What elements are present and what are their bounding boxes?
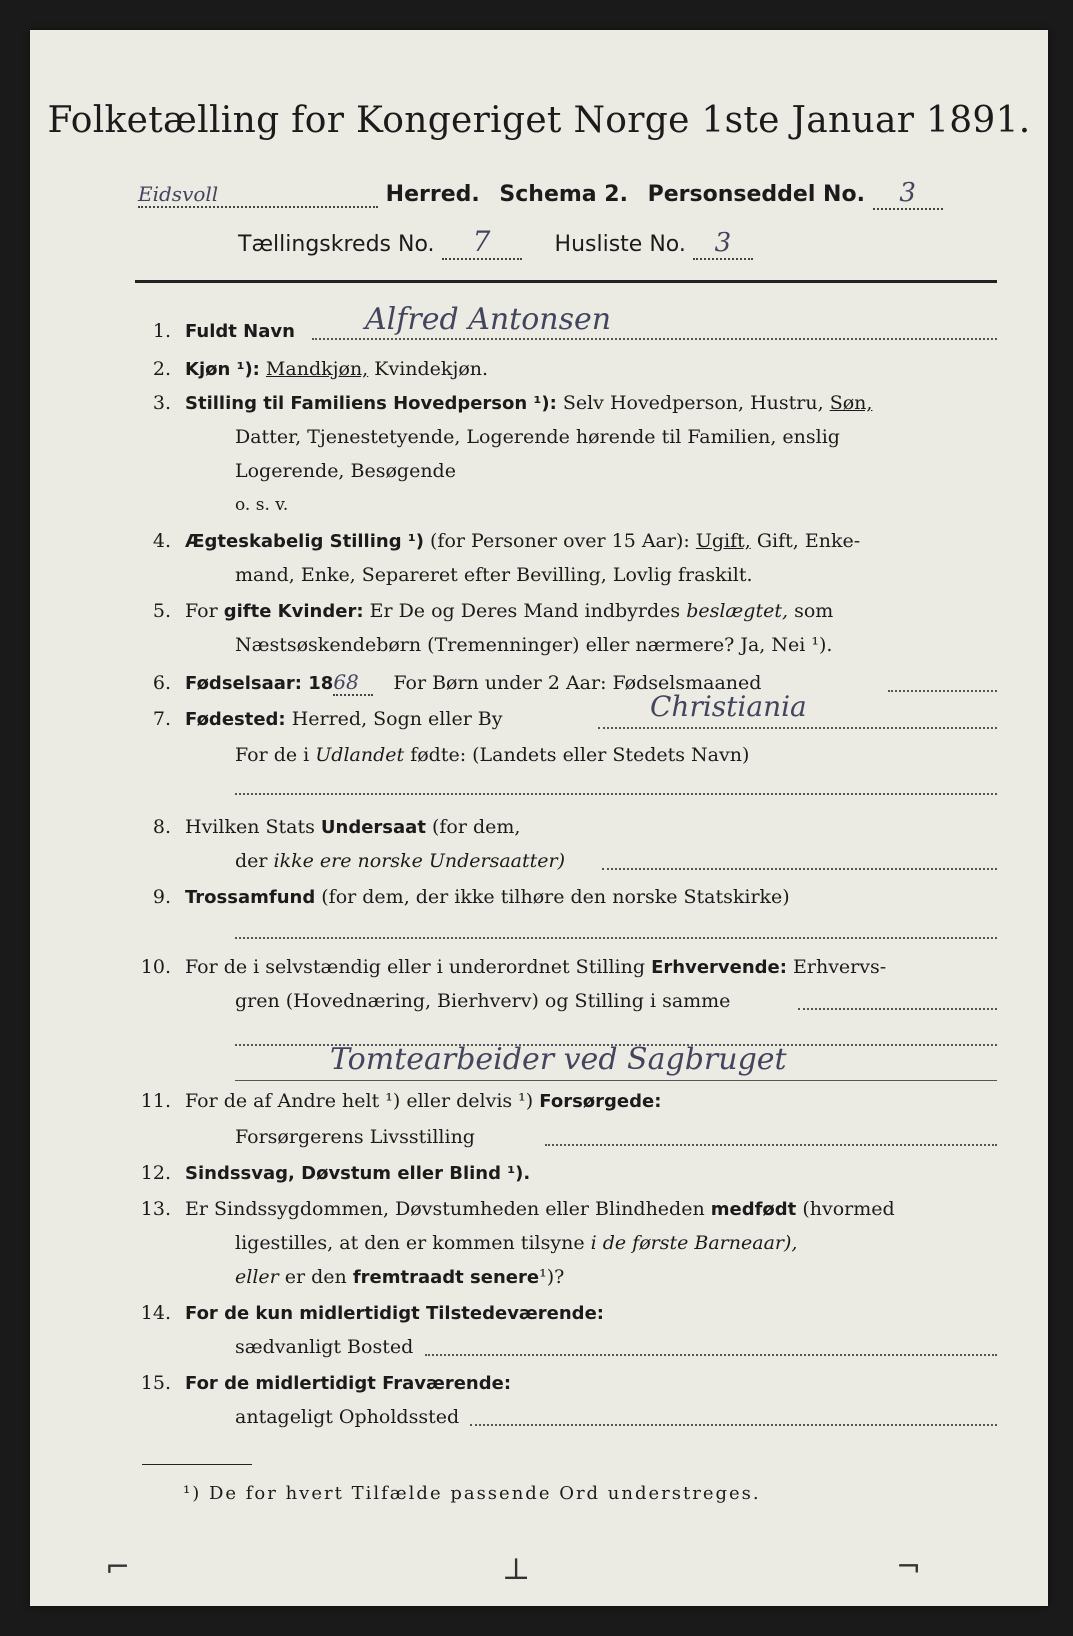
item-4-label: Ægteskabelig Stilling ¹) [185, 531, 424, 552]
item-7-text: Herred, Sogn eller By [291, 708, 503, 730]
item-13-text: Er Sindssygdommen, Døvstumheden eller Blindheden [185, 1198, 705, 1220]
item-3 [135, 392, 872, 414]
item-10-label: Erhvervende: [651, 957, 787, 978]
item-7-line2-end: fødte: (Landets eller Stedets Navn) [410, 744, 750, 766]
item-1-number: 1. [152, 320, 171, 342]
item-13-line3-end: ¹)? [539, 1266, 565, 1288]
item-10-line2-dots [798, 1008, 997, 1010]
item-4-text: (for Personer over 15 Aar): [430, 530, 690, 552]
item-11-answer-line [545, 1144, 997, 1146]
taellingskreds-value: 7 [442, 225, 522, 260]
item-8-text: Hvilken Stats [185, 816, 315, 838]
item-15-answer-line [470, 1424, 997, 1426]
item-1-label: Fuldt Navn [185, 321, 295, 342]
item-13-line2-italic: i de første Barneaar), [590, 1232, 798, 1254]
item-12 [135, 1162, 530, 1184]
item-13-line2 [235, 1232, 797, 1254]
item-5-italic: beslægtet, [686, 600, 789, 622]
item-8-text-end: (for dem, [431, 816, 521, 838]
item-15-label: For de midlertidigt Fraværende: [185, 1373, 512, 1394]
item-11-line2: Forsørgerens Livsstilling [235, 1126, 475, 1148]
item-9-text: (for dem, der ikke tilhøre den norske Statskirke) [321, 886, 790, 908]
item-14-answer-line [425, 1354, 997, 1356]
herred-value: Eidsvoll [138, 182, 378, 208]
item-5-line2: Næstsøskendebørn (Tremenninger) eller nærmere? Ja, Nei ¹). [235, 634, 833, 656]
herred-line [138, 178, 943, 210]
item-11-label: Forsørgede: [539, 1091, 662, 1112]
husliste-label: Husliste No. [554, 232, 686, 257]
item-13-line3 [235, 1266, 564, 1288]
item-13-line3-bold: fremtraadt senere [352, 1267, 540, 1288]
footnote: ¹) De for hvert Tilfælde passende Ord understreges. [183, 1483, 761, 1504]
item-13-line2-text: ligestilles, at den er kommen tilsyne [235, 1232, 585, 1254]
item-8-label: Undersaat [320, 817, 426, 838]
item-14-number: 14. [140, 1302, 171, 1324]
item-13-number: 13. [140, 1198, 171, 1220]
item-7-number: 7. [152, 708, 171, 730]
item-7-label: Fødested: [185, 709, 286, 730]
item-2-option-mandkjon: Mandkjøn, [265, 358, 369, 380]
item-14-line2: sædvanligt Bosted [235, 1336, 414, 1358]
item-2-option-kvindekjon: Kvindekjøn. [374, 358, 489, 380]
personseddel-label: Personseddel No. [647, 182, 865, 207]
item-5-prefix: For [185, 600, 218, 622]
item-3-label: Stilling til Familiens Hovedperson ¹): [185, 393, 557, 414]
item-8-line2-italic: ikke ere norske Undersaatter) [273, 850, 566, 872]
item-1-answer-line [312, 338, 997, 340]
item-7 [135, 708, 503, 730]
item-3-number: 3. [152, 392, 171, 414]
item-14-label: For de kun midlertidigt Tilstedeværende: [185, 1303, 604, 1324]
center-mark: ⊥ [502, 1552, 531, 1587]
item-7-line2-italic: Udlandet [315, 744, 405, 766]
item-4-text2: Gift, Enke- [756, 530, 861, 552]
item-10-text: For de i selvstændig eller i underordnet Stilling [185, 956, 646, 978]
item-5-text: Er De og Deres Mand indbyrdes [369, 600, 681, 622]
taellingskreds-label: Tællingskreds No. [238, 232, 435, 257]
item-9-number: 9. [152, 886, 171, 908]
item-3-selected-son: Søn, [829, 392, 873, 414]
item-12-label: Sindssvag, Døvstum eller Blind ¹). [185, 1163, 531, 1184]
item-4-number: 4. [152, 530, 171, 552]
item-7-line2 [235, 744, 749, 766]
item-7-answer: Christiania [650, 690, 807, 723]
item-10-answer: Tomtearbeider ved Sagbruget [330, 1042, 787, 1077]
item-1-answer: Alfred Antonsen [365, 302, 612, 337]
item-13-label: medfødt [710, 1199, 797, 1220]
item-8 [135, 816, 520, 838]
item-13-text-end: (hvormed [802, 1198, 895, 1220]
item-15 [135, 1372, 511, 1394]
item-6-number: 6. [152, 672, 171, 694]
item-3-line2: Datter, Tjenestetyende, Logerende hørende til Familien, enslig [235, 426, 840, 448]
item-2-number: 2. [152, 358, 171, 380]
footnote-rule [142, 1464, 252, 1465]
item-7-foreign-line [235, 793, 997, 795]
item-8-number: 8. [152, 816, 171, 838]
item-5-number: 5. [152, 600, 171, 622]
item-6-answer: 68 [333, 670, 373, 696]
husliste-value: 3 [693, 228, 753, 260]
item-3-line4: o. s. v. [235, 495, 289, 515]
item-2-label: Kjøn ¹): [185, 359, 260, 380]
item-6-answer-line [888, 690, 997, 692]
item-6-label: Fødselsaar: 18 [185, 673, 334, 694]
item-10-text-end: Erhvervs- [793, 956, 887, 978]
item-4-selected-ugift: Ugift, [695, 530, 751, 552]
item-10-number: 10. [140, 956, 171, 978]
item-4 [135, 530, 860, 552]
item-8-line2-text: der [235, 850, 268, 872]
item-9-answer-line [235, 937, 997, 939]
item-6-text: For Børn under 2 Aar: Fødselsmaaned [393, 672, 762, 694]
item-7-line2-text: For de i [235, 744, 310, 766]
census-form-sheet [30, 30, 1048, 1606]
personseddel-value: 3 [873, 178, 943, 210]
item-8-answer-line [602, 868, 997, 870]
schema-label: Schema 2. [499, 182, 628, 207]
item-11 [135, 1090, 661, 1112]
item-3-line3: Logerende, Besøgende [235, 460, 456, 482]
item-9-label: Trossamfund [185, 887, 316, 908]
corner-mark-left: ⌐ [105, 1550, 131, 1585]
item-3-text: Selv Hovedperson, Hustru, [562, 392, 824, 414]
item-13-line3-italic: eller [235, 1266, 279, 1288]
item-5 [135, 600, 833, 622]
item-13 [135, 1198, 895, 1220]
herred-label: Herred. [385, 182, 480, 207]
item-5-label: gifte Kvinder: [223, 601, 364, 622]
item-10-answer-line [235, 1080, 997, 1081]
item-13-line3-text: er den [284, 1266, 347, 1288]
item-4-line2: mand, Enke, Separeret efter Bevilling, Lovlig fraskilt. [235, 564, 753, 586]
taellingskreds-line [238, 225, 753, 260]
item-10 [135, 956, 886, 978]
item-14 [135, 1302, 604, 1324]
item-5-text-end: som [794, 600, 834, 622]
form-title: Folketælling for Kongeriget Norge 1ste Januar 1891. [47, 100, 1031, 141]
item-8-line2 [235, 850, 565, 872]
item-2 [135, 358, 488, 380]
item-15-line2: antageligt Opholdssted [235, 1406, 460, 1428]
item-1 [135, 320, 295, 342]
item-12-number: 12. [140, 1162, 171, 1184]
item-11-text: For de af Andre helt ¹) eller delvis ¹) [185, 1090, 534, 1112]
item-7-answer-line [598, 727, 997, 729]
corner-mark-right: ¬ [896, 1550, 922, 1585]
item-9 [135, 886, 790, 908]
header-rule [135, 280, 997, 283]
item-11-number: 11. [140, 1090, 171, 1112]
item-15-number: 15. [140, 1372, 171, 1394]
item-10-line2: gren (Hovednæring, Bierhverv) og Stilling i samme [235, 990, 731, 1012]
